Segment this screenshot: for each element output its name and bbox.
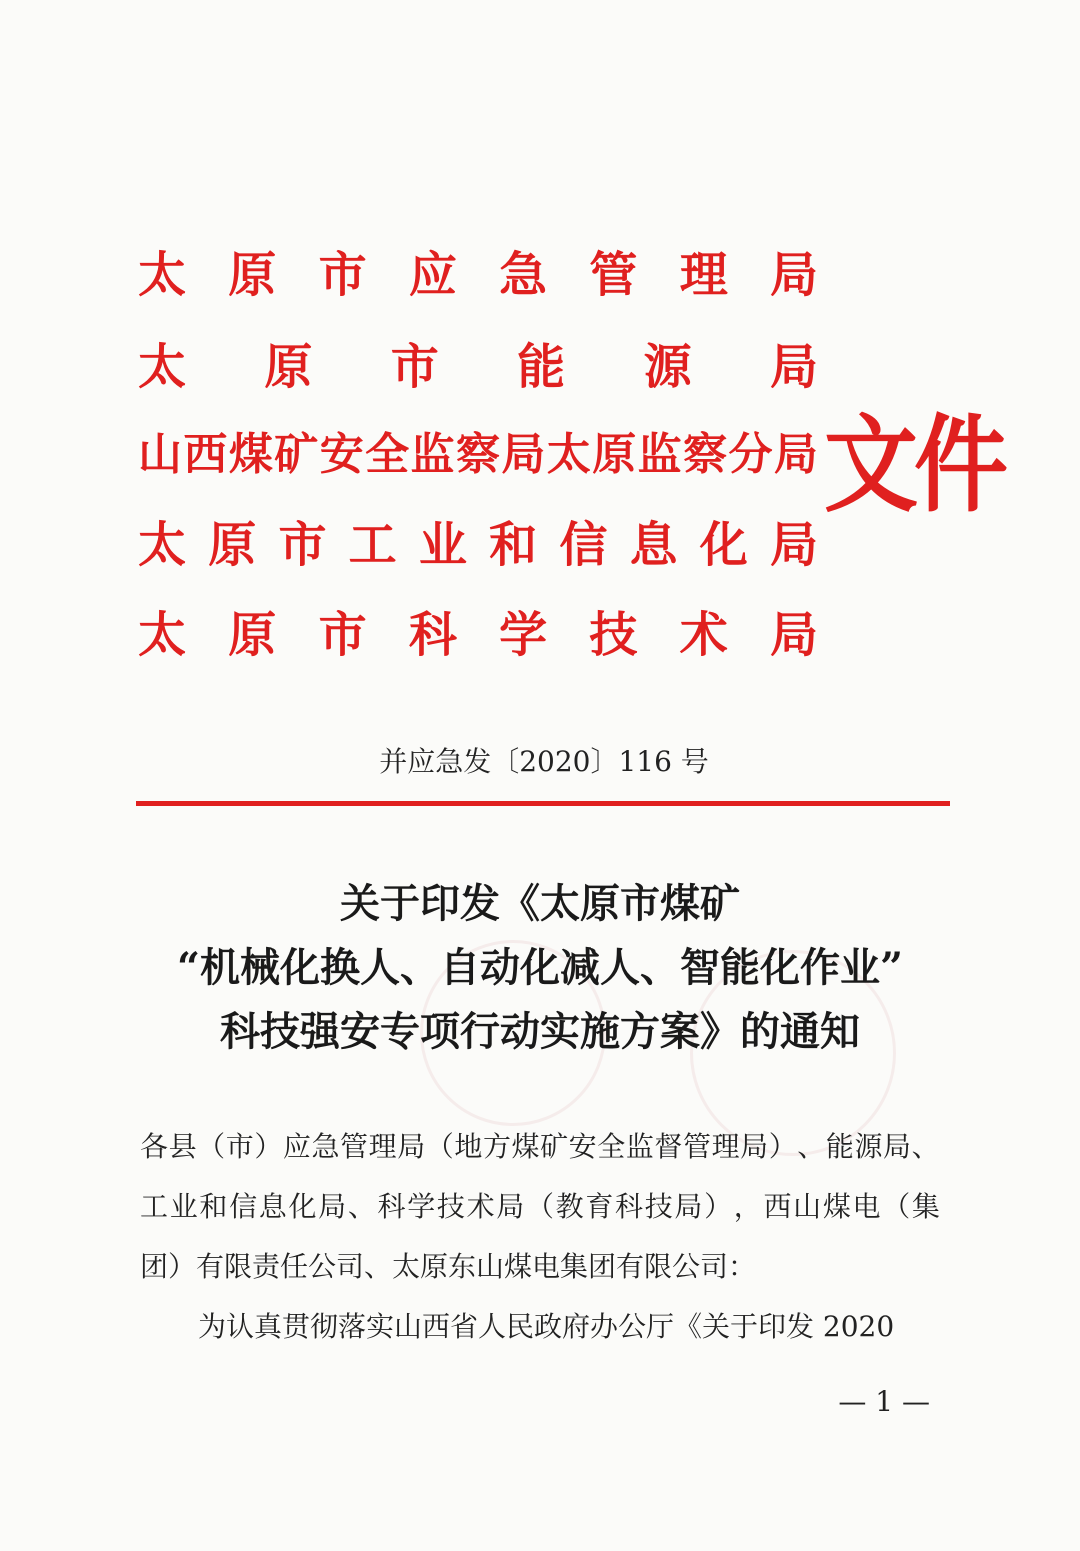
issuer-line bbox=[138, 418, 818, 492]
issuer-character: 全 bbox=[365, 429, 410, 480]
salutation-character: 方 bbox=[482, 1130, 511, 1163]
issuer-character: 原 bbox=[228, 247, 277, 303]
salutation-character: 电 bbox=[852, 1190, 881, 1223]
salutation-character: 技 bbox=[436, 1190, 465, 1223]
issuer-character: 原 bbox=[228, 607, 277, 663]
issuer-character: 太 bbox=[138, 607, 187, 663]
issuer-character: 源 bbox=[643, 339, 692, 395]
salutation-character: 县 bbox=[168, 1130, 197, 1163]
salutation-character: 科 bbox=[377, 1190, 406, 1223]
issuer-character: 太 bbox=[546, 429, 591, 480]
issuer-character: 察 bbox=[455, 429, 500, 480]
title-line: 科技强安专项行动实施方案》的通知 bbox=[220, 1008, 860, 1055]
issuer-character: 管 bbox=[589, 247, 638, 303]
salutation-character: 化 bbox=[288, 1190, 317, 1223]
issuer-character: 局 bbox=[769, 339, 818, 395]
issuer-character: 太 bbox=[138, 517, 187, 573]
issuer-character: 化 bbox=[699, 517, 748, 573]
salutation-character: 西 bbox=[763, 1190, 792, 1223]
salutation-character: 、 bbox=[347, 1190, 376, 1223]
document-number: 并应急发〔2020〕116 号 bbox=[379, 745, 709, 778]
issuer-character: 原 bbox=[592, 429, 637, 480]
salutation-character: 育 bbox=[585, 1190, 614, 1223]
salutation-character: 科 bbox=[615, 1190, 644, 1223]
salutation-character: 理 bbox=[711, 1130, 740, 1163]
salutation-character: 信 bbox=[229, 1190, 258, 1223]
issuer-character: 安 bbox=[319, 429, 364, 480]
issuer-character: 技 bbox=[589, 607, 638, 663]
issuer-line bbox=[138, 598, 818, 672]
salutation-character: （ bbox=[525, 1190, 554, 1223]
page-number: — 1 — bbox=[838, 1385, 930, 1418]
issuer-character: 局 bbox=[773, 429, 818, 480]
salutation-character: 局 bbox=[883, 1130, 912, 1163]
issuer-character: 信 bbox=[559, 517, 608, 573]
issuer-character: 太 bbox=[138, 339, 187, 395]
issuer-character: 息 bbox=[629, 517, 678, 573]
issuer-character: 局 bbox=[501, 429, 546, 480]
issuer-character: 局 bbox=[769, 517, 818, 573]
issuer-character: 山 bbox=[138, 429, 182, 480]
salutation-character: 能 bbox=[825, 1130, 854, 1163]
salutation-character: ） bbox=[254, 1130, 283, 1163]
salutation-character: 地 bbox=[454, 1130, 483, 1163]
title-line: “机械化换人、自动化减人、智能化作业” bbox=[176, 944, 903, 991]
salutation-character: 和 bbox=[199, 1190, 228, 1223]
salutation-line bbox=[140, 1187, 940, 1227]
paragraph-first-line: 为认真贯彻落实山西省人民政府办公厅《关于印发 2020 bbox=[198, 1310, 895, 1343]
issuer-character: 业 bbox=[418, 517, 467, 573]
title-line: 关于印发《太原市煤矿 bbox=[340, 880, 740, 927]
issuer-character: 应 bbox=[408, 247, 457, 303]
salutation-character: （ bbox=[197, 1130, 226, 1163]
issuer-character: 矿 bbox=[274, 429, 319, 480]
issuer-character: 能 bbox=[517, 339, 566, 395]
issuer-character: 急 bbox=[499, 247, 548, 303]
salutation-line bbox=[140, 1127, 940, 1167]
salutation-character: 煤 bbox=[822, 1190, 851, 1223]
issuer-character: 分 bbox=[728, 429, 773, 480]
salutation-character: （ bbox=[882, 1190, 911, 1223]
issuer-character: 学 bbox=[499, 607, 548, 663]
salutation-character: 、 bbox=[797, 1130, 826, 1163]
issuer-character: 西 bbox=[183, 429, 228, 480]
issuer-character: 术 bbox=[679, 607, 728, 663]
issuer-character: 科 bbox=[408, 607, 457, 663]
salutation-line: 团）有限责任公司、太原东山煤电集团有限公司： bbox=[140, 1250, 757, 1283]
issuer-character: 煤 bbox=[228, 429, 273, 480]
salutation-character: 教 bbox=[555, 1190, 584, 1223]
issuer-character: 理 bbox=[679, 247, 728, 303]
issuer-character: 市 bbox=[318, 247, 367, 303]
salutation-character: 业 bbox=[169, 1190, 198, 1223]
salutation-character: ） bbox=[768, 1130, 797, 1163]
salutation-character: 技 bbox=[644, 1190, 673, 1223]
issuer-character: 市 bbox=[318, 607, 367, 663]
salutation-character: 集 bbox=[911, 1190, 940, 1223]
issuer-line bbox=[138, 330, 818, 404]
issuer-line bbox=[138, 238, 818, 312]
salutation-character: 源 bbox=[854, 1130, 883, 1163]
salutation-character: 安 bbox=[568, 1130, 597, 1163]
issuer-character: 监 bbox=[410, 429, 455, 480]
document-title bbox=[100, 872, 980, 1064]
salutation-character: 督 bbox=[654, 1130, 683, 1163]
salutation-character: 急 bbox=[311, 1130, 340, 1163]
issuer-character: 局 bbox=[769, 607, 818, 663]
salutation-character: 山 bbox=[793, 1190, 822, 1223]
salutation-character: 监 bbox=[625, 1130, 654, 1163]
issuer-character: 局 bbox=[769, 247, 818, 303]
salutation-character: 学 bbox=[407, 1190, 436, 1223]
salutation-character: 各 bbox=[140, 1130, 169, 1163]
issuer-character: 原 bbox=[264, 339, 313, 395]
salutation-character: 市 bbox=[225, 1130, 254, 1163]
salutation-character: 理 bbox=[368, 1130, 397, 1163]
salutation-character: 局 bbox=[740, 1130, 769, 1163]
issuer-character: 市 bbox=[278, 517, 327, 573]
issuer-character: 工 bbox=[348, 517, 397, 573]
salutation-character: （ bbox=[425, 1130, 454, 1163]
salutation-character: 局 bbox=[496, 1190, 525, 1223]
salutation-character: 管 bbox=[340, 1130, 369, 1163]
issuer-character: 和 bbox=[489, 517, 538, 573]
salutation-character: 局 bbox=[674, 1190, 703, 1223]
salutation-character: ， bbox=[733, 1190, 762, 1223]
document-type-label: 文件 bbox=[824, 404, 1005, 528]
salutation-character: 息 bbox=[258, 1190, 287, 1223]
salutation-character: 煤 bbox=[511, 1130, 540, 1163]
salutation-character: ） bbox=[704, 1190, 733, 1223]
red-separator-line bbox=[136, 801, 950, 806]
issuer-character: 市 bbox=[390, 339, 439, 395]
issuer-character: 太 bbox=[138, 247, 187, 303]
salutation-character: 、 bbox=[911, 1130, 940, 1163]
salutation-character: 全 bbox=[597, 1130, 626, 1163]
salutation-character: 局 bbox=[397, 1130, 426, 1163]
salutation-character: 矿 bbox=[540, 1130, 569, 1163]
issuer-character: 察 bbox=[683, 429, 728, 480]
salutation-character: 术 bbox=[466, 1190, 495, 1223]
issuer-character: 监 bbox=[637, 429, 682, 480]
salutation-character: 管 bbox=[682, 1130, 711, 1163]
salutation-character: 局 bbox=[318, 1190, 347, 1223]
salutation-character: 工 bbox=[140, 1190, 169, 1223]
issuer-character: 原 bbox=[208, 517, 257, 573]
issuer-line bbox=[138, 508, 818, 582]
salutation-character: 应 bbox=[282, 1130, 311, 1163]
